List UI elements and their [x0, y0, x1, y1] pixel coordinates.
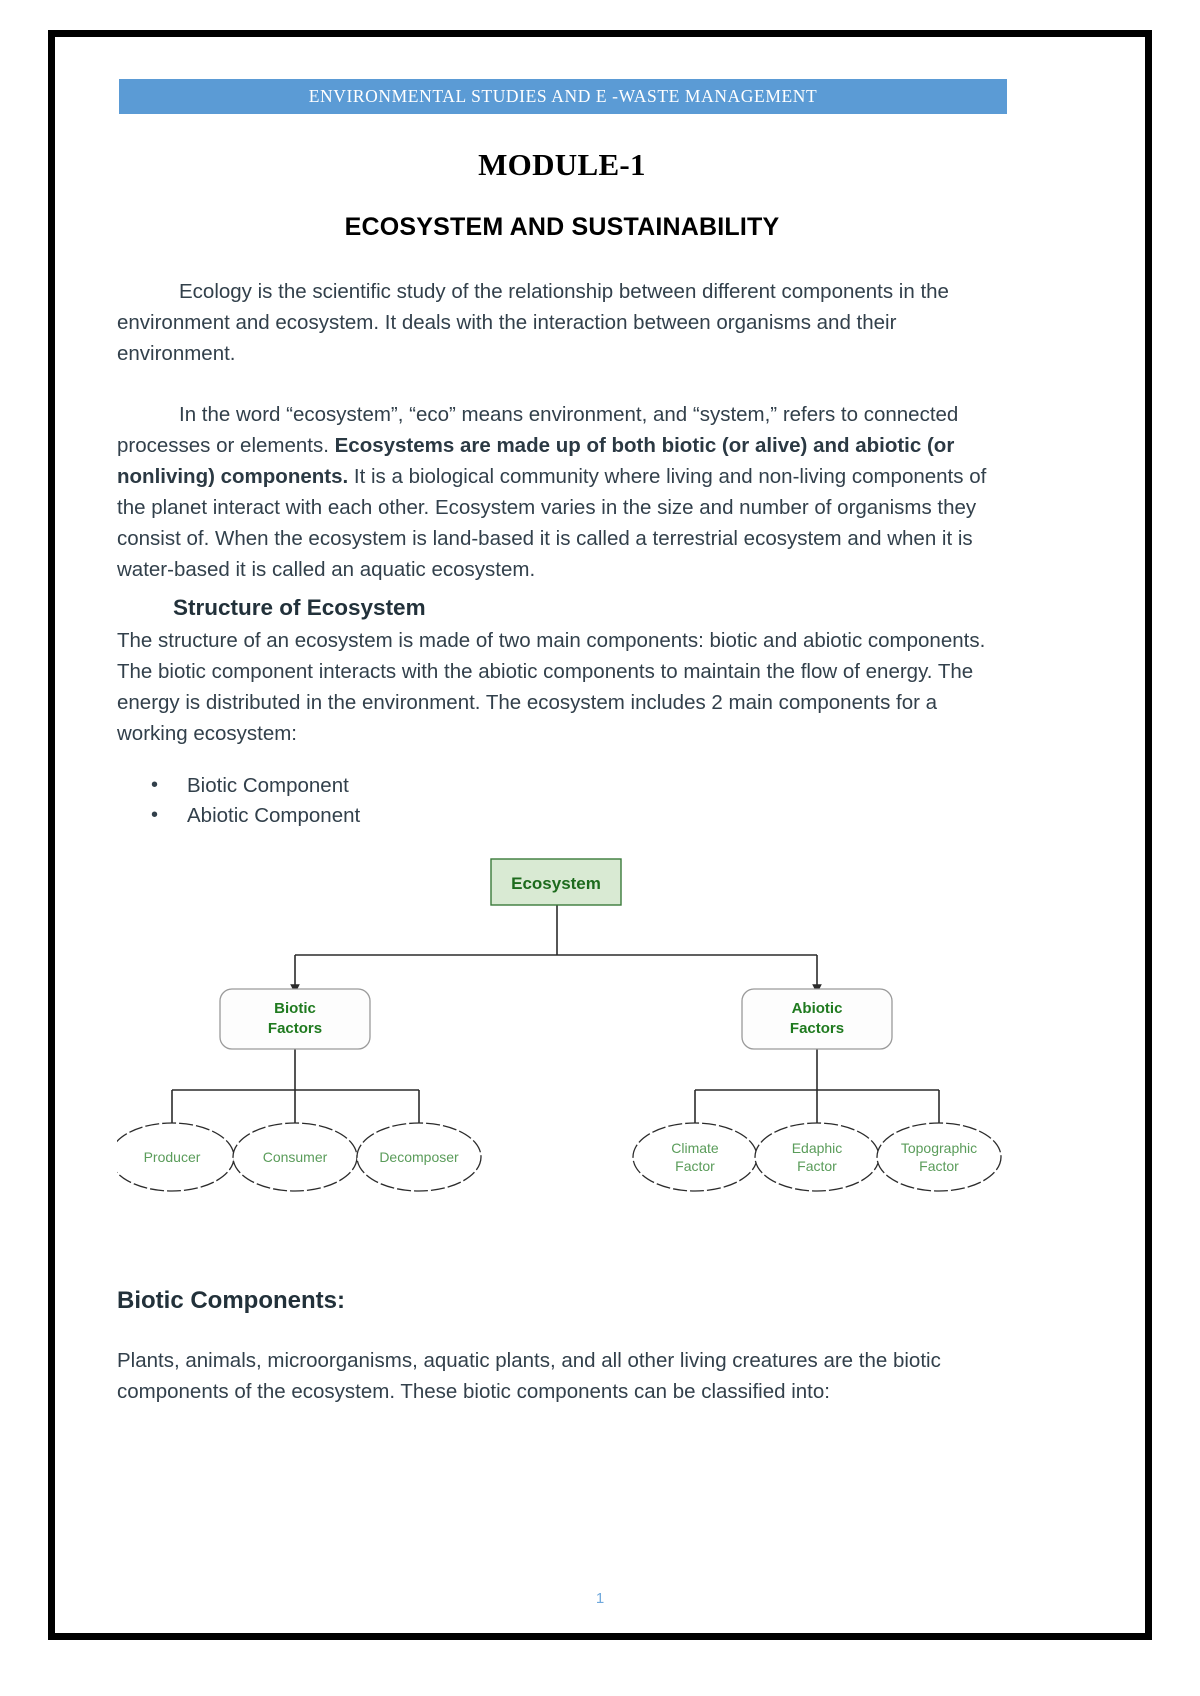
diagram-node-biotic-factors: [220, 989, 370, 1049]
diagram-leaf-climate-factor: [633, 1123, 757, 1191]
diagram-node-abiotic-label-line1: Abiotic: [791, 1000, 843, 1017]
paragraph-structure: The structure of an ecosystem is made of two main components: biotic and abiotic components. The biotic component interacts with the abiotic components to maintain the flow of energy. The energy is distributed in the environment. The ecosystem includes 2 main components for a working ecosystem:: [117, 629, 986, 745]
page-subtitle: ECOSYSTEM AND SUSTAINABILITY: [344, 213, 780, 241]
page-number: 1: [595, 1590, 605, 1607]
header-banner: ENVIRONMENTAL STUDIES AND E -WASTE MANAGEMENT: [119, 79, 1007, 114]
paragraph-part-one: In the word “ecosystem”, “eco” means environment, and “system,” refers to connected processes or elements.: [117, 403, 959, 457]
diagram-node-abiotic-factors: [742, 989, 892, 1049]
heading-structure-of-ecosystem: Structure of Ecosystem: [173, 595, 426, 620]
diagram-leaf-topographic-line2: Factor: [919, 1158, 959, 1174]
diagram-leaf-producer-label: Producer: [143, 1149, 201, 1165]
diagram-leaf-consumer-label: Consumer: [262, 1149, 328, 1165]
diagram-node-abiotic-label-line2: Factors: [789, 1020, 845, 1037]
diagram-leaf-consumer: [233, 1123, 357, 1191]
components-bullet-list: [117, 771, 1007, 831]
diagram-leaf-edaphic-line2: Factor: [797, 1158, 837, 1174]
paragraph-bold-emphasis: Ecosystems are made up of both biotic (or alive) and abiotic (or nonliving) components.: [117, 434, 955, 488]
list-item: • Abiotic Component: [151, 801, 1007, 831]
page-title: MODULE-1: [478, 147, 646, 182]
diagram-leaf-edaphic-factor: [755, 1123, 879, 1191]
diagram-leaf-climate-line2: Factor: [675, 1158, 715, 1174]
diagram-leaf-edaphic-line1: Edaphic: [791, 1140, 843, 1156]
diagram-node-ecosystem: [491, 859, 621, 905]
diagram-node-biotic-label-line1: Biotic: [274, 1000, 316, 1017]
paragraph-ecosystem-definition: [117, 399, 1007, 585]
diagram-leaf-topographic-factor: [877, 1123, 1001, 1191]
paragraph-ecology-text: Ecology is the scientific study of the relationship between different components in the environment and ecosystem. It deals with the interaction between organisms and their environment.: [117, 280, 949, 365]
paragraph-biotic-components: Plants, animals, microorganisms, aquatic plants, and all other living creatures are the biotic components of the ecosystem. These biotic components can be classified into:: [117, 1349, 941, 1403]
biotic-components-section: [117, 1287, 1007, 1407]
page-inner: [55, 37, 1145, 1633]
diagram-leaf-climate-line1: Climate: [671, 1140, 719, 1156]
paragraph-part-two: It is a biological community where living and non-living components of the planet interact with each other. Ecosystem varies in the size and number of organisms they consist of. When the ecosystem is land-based it is called a terrestrial ecosystem and when it is water-based it is called an aquatic ecosystem.: [117, 465, 987, 581]
ecosystem-structure-diagram: [117, 837, 1007, 1237]
document-page: [48, 30, 1152, 1640]
diagram-node-biotic-label-line2: Factors: [267, 1020, 323, 1037]
document-content: [117, 133, 1007, 1407]
heading-biotic-components: Biotic Components:: [117, 1287, 345, 1314]
diagram-leaf-decomposer: [357, 1123, 481, 1191]
list-item: • Biotic Component: [151, 771, 1007, 801]
diagram-leaf-producer: [117, 1123, 234, 1191]
diagram-leaf-topographic-line1: Topographic: [900, 1140, 978, 1156]
diagram-leaf-decomposer-label: Decomposer: [379, 1149, 459, 1165]
diagram-node-ecosystem-label: Ecosystem: [511, 874, 601, 893]
paragraph-ecology: [117, 276, 1007, 369]
